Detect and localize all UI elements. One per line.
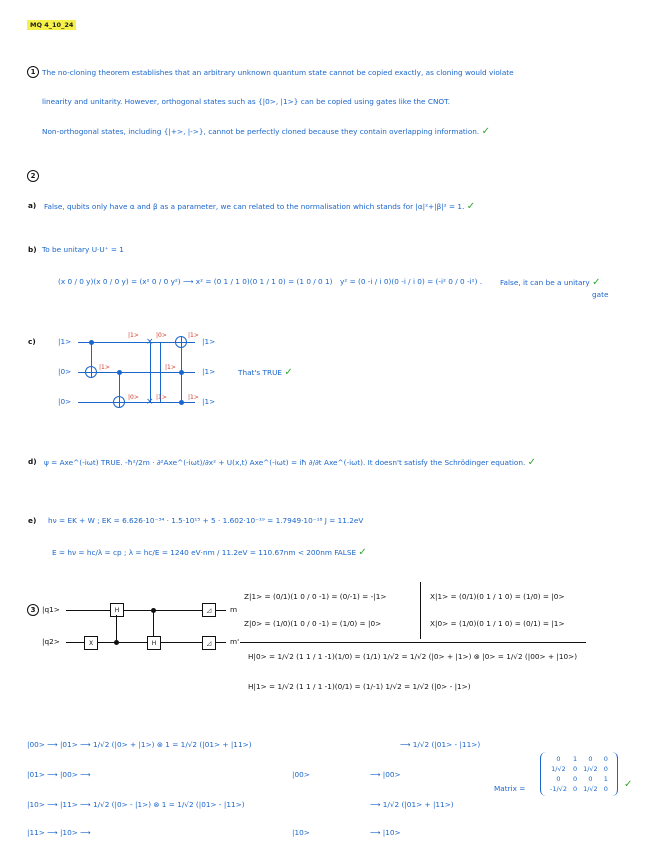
- circuit-out-label: |1>: [202, 397, 216, 406]
- q2b-eq-right: y² = (0 -i / i 0)(0 -i / i 0) = (-i² 0 / 0 -i²) .: [340, 277, 483, 286]
- circuit-in-label: |0>: [58, 367, 72, 376]
- map-row: |11> ⟶ |10> ⟶: [27, 828, 91, 837]
- q3-output: m': [230, 637, 240, 646]
- q2b-label: b): [28, 245, 37, 254]
- circuit-state-label: |0>: [156, 332, 167, 339]
- matrix-label: Matrix =: [494, 784, 526, 793]
- circuit-state-label: |1>: [188, 394, 199, 401]
- check-icon: ✓: [527, 457, 537, 468]
- control-dot: [179, 400, 184, 405]
- map-row-mid: |10>: [292, 828, 310, 837]
- q1-line-3: Non-orthogonal states, including {|+>, |->}, cannot be perfectly cloned because they contain overlapping information. ✓: [42, 126, 490, 137]
- x0-line: X|0> = (1/0)(0 1 / 1 0) = (0/1) = |1>: [430, 619, 565, 628]
- circuit-state-label: |1>: [128, 332, 139, 339]
- circuit-state-label: |0>: [128, 394, 139, 401]
- h-gate: H: [110, 603, 124, 617]
- target-plus-icon: [85, 366, 97, 378]
- measure-icon: ◿: [202, 636, 216, 650]
- question-2-number: 2: [27, 170, 39, 182]
- circuit-state-label: |1>: [188, 332, 199, 339]
- q2b-verdict-1: False, it can be a unitary ✓: [500, 277, 601, 288]
- map-row: |01> ⟶ |00> ⟶: [27, 770, 91, 779]
- map-row-result: ⟶ |10>: [370, 828, 401, 837]
- circuit-state-label: |1>: [165, 364, 176, 371]
- q3-output: m: [230, 605, 238, 614]
- swap-x-icon: ×: [146, 337, 154, 347]
- circuit-in-label: |1>: [58, 337, 72, 346]
- q2e-label: e): [28, 516, 37, 525]
- x-gate: X: [84, 636, 98, 650]
- check-icon: ✓: [624, 779, 633, 790]
- target-plus-icon: [113, 396, 125, 408]
- target-plus-icon: [175, 336, 187, 348]
- question-1-number: 1: [27, 66, 39, 78]
- header-tag: MQ 4_10_24: [27, 20, 76, 30]
- circuit-link: [160, 342, 161, 402]
- check-icon: ✓: [284, 367, 293, 378]
- q2b-eq-left: (x 0 / 0 y)(x 0 / 0 y) = (x² 0 / 0 y²) ⟶ x² = (0 1 / 1 0)(0 1 / 1 0) = (1 0 / 0 1): [58, 277, 333, 286]
- map-row: |10> ⟶ |11> ⟶ 1/√2 (|0> - |1>) ⊗ 1 = 1/√2 (|01> - |11>): [27, 800, 245, 809]
- control-dot: [179, 370, 184, 375]
- swap-x-icon: ×: [146, 397, 154, 407]
- divider: [240, 642, 586, 643]
- q2b-verdict-2: gate: [592, 290, 609, 299]
- z0-line: Z|0> = (1/0)(1 0 / 0 -1) = (1/0) = |0>: [244, 619, 382, 628]
- map-row-result: ⟶ |00>: [370, 770, 401, 779]
- question-3-number: 3: [27, 604, 39, 616]
- circuit-wire: [78, 402, 195, 403]
- q2a-label: a): [28, 201, 37, 210]
- circuit-out-label: |1>: [202, 367, 216, 376]
- h-gate: H: [147, 636, 161, 650]
- q2d-text: ψ = Axe^(-iωt) TRUE. -ħ²/2m · ∂²Axe^(-iωt)/∂x² + U(x,t) Axe^(-iωt) = iħ ∂/∂t Axe^(-iωt). It doesn't satisfy the Schrödinger equation. ✓: [44, 457, 537, 468]
- q2c-label: c): [28, 337, 36, 346]
- circuit-link: [116, 615, 117, 642]
- check-icon: ✓: [358, 547, 367, 558]
- check-icon: ✓: [592, 277, 601, 288]
- z1-line: Z|1> = (0/1)(1 0 / 0 -1) = (0/-1) = -|1>: [244, 592, 387, 601]
- divider: [420, 582, 421, 639]
- circuit-state-label: |1>: [156, 394, 167, 401]
- map-row-result: ⟶ 1/√2 (|01> - |11>): [400, 740, 481, 749]
- circuit-state-label: |1>: [99, 364, 110, 371]
- check-icon: ✓: [466, 201, 476, 212]
- circuit-link: [150, 342, 151, 402]
- q2b-intro: To be unitary U·U⁺ = 1: [42, 245, 124, 254]
- map-row-mid: |00>: [292, 770, 310, 779]
- q2c-verdict: That's TRUE ✓: [238, 367, 293, 378]
- q3-wire-label: |q1>: [42, 605, 60, 614]
- map-row-result: ⟶ 1/√2 (|01> + |11>): [370, 800, 454, 809]
- h0-line: H|0> = 1/√2 (1 1 / 1 -1)(1/0) = (1/1) 1/√2 = 1/√2 (|0> + |1>) ⊗ |0> = 1/√2 (|00> + |10>): [248, 652, 578, 661]
- circuit-in-label: |0>: [58, 397, 72, 406]
- q3-wire-label: |q2>: [42, 637, 60, 646]
- h1-line: H|1> = 1/√2 (1 1 / 1 -1)(0/1) = (1/-1) 1/√2 = 1/√2 (|0> - |1>): [248, 682, 471, 691]
- q2d-label: d): [28, 457, 37, 466]
- result-matrix: 0 1 0 0 1/√2 0 1/√2 0 0 0 0 1 -1/√2 0 1/√2 0: [540, 752, 618, 796]
- map-row: |00> ⟶ |01> ⟶ 1/√2 (|0> + |1>) ⊗ 1 = 1/√2 (|01> + |11>): [27, 740, 252, 749]
- q1-line-2: linearity and unitarity. However, orthogonal states such as {|0>, |1>} can be copied using gates like the CNOT.: [42, 97, 451, 106]
- circuit-link: [153, 610, 154, 636]
- q2e-line-2: E = hν = hc/λ = cp ; λ = hc/E = 1240 eV·nm / 11.2eV = 110.67nm < 200nm FALSE ✓: [52, 547, 367, 558]
- q2a-text: False, qubits only have α and β as a parameter, we can related to the normalisation which stands for |α|²+|β|² = 1. ✓: [44, 201, 476, 212]
- x1-line: X|1> = (0/1)(0 1 / 1 0) = (1/0) = |0>: [430, 592, 565, 601]
- circuit-out-label: |1>: [202, 337, 216, 346]
- q2e-line-1: hν = EK + W ; EK = 6.626·10⁻³⁴ · 1.5·10¹⁵ + 5 · 1.602·10⁻¹⁹ = 1.7949·10⁻¹⁸ J = 11.2eV: [48, 516, 364, 525]
- q1-line-1: The no-cloning theorem establishes that an arbitrary unknown quantum state cannot be copied exactly, as cloning would violate: [42, 68, 514, 77]
- check-icon: ✓: [481, 126, 490, 137]
- measure-icon: ◿: [202, 603, 216, 617]
